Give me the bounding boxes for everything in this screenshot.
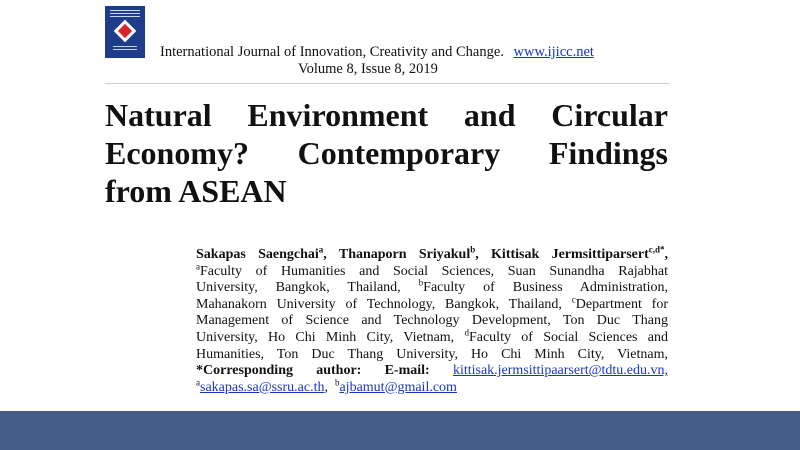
author-list: Sakapas Saengchai$^a$, Thanaporn Sriyakul$^b$, Kittisak Jermsittiparsert$^{c,d*}$, <box>196 244 669 262</box>
affil-text-3b: Department for <box>575 296 668 312</box>
journal-url-link[interactable]: www.ijicc.net <box>513 44 594 60</box>
affil-sup-a: a <box>196 260 200 271</box>
journal-logo <box>105 6 145 58</box>
paper-title <box>105 96 668 210</box>
author-1-sup: a <box>318 244 324 255</box>
author-1: Sakapas Saengchai <box>196 247 319 262</box>
corresponding-label: *Corresponding author: E-mail: <box>196 363 430 379</box>
volume-issue: Volume 8, Issue 8, 2019 <box>298 61 438 77</box>
email-line-2 <box>196 377 668 397</box>
affil-sup-c: c <box>571 294 576 305</box>
slide-footer-band <box>0 411 800 450</box>
logo-title-lines <box>110 10 140 19</box>
affil-text-2a: University, Bangkok, Thailand, <box>196 280 401 296</box>
title-line-1: Natural Environment and Circular <box>105 97 668 133</box>
corresponding-line <box>196 363 668 380</box>
affil-text-2b: Faculty of Business Administration, <box>423 280 668 296</box>
affiliation-line-1 <box>196 260 668 281</box>
affiliation-line-4: Management of Science and Technology Development, Ton Duc Thang <box>196 313 668 329</box>
journal-name: International Journal of Innovation, Creativity and Change. <box>160 44 504 60</box>
affil-sup-d: d <box>464 327 469 338</box>
author-3-sup: c,d* <box>648 244 665 255</box>
title-line-3: from ASEAN <box>105 173 287 209</box>
affil-text-5b: Faculty of Social Sciences and <box>468 329 668 345</box>
author-affiliation-block <box>196 244 669 396</box>
affiliation-line-2 <box>196 277 668 297</box>
email-link-2[interactable]: sakapas.sa@ssru.ac.th <box>200 379 325 395</box>
email-link-3[interactable]: ajbamut@gmail.com <box>339 379 457 395</box>
logo-footer-lines <box>113 46 137 52</box>
affil-text-1: Faculty of Humanities and Social Sciences, Suan Sunandha Rajabhat <box>200 263 668 279</box>
affil-text-5a: University, Ho Chi Minh City, Vietnam, <box>196 329 455 345</box>
affil-sup-b: b <box>418 277 424 288</box>
affiliation-line-5 <box>196 327 668 347</box>
email-separator: , <box>324 379 328 395</box>
email-sup-a: a <box>196 377 200 388</box>
affil-text-3a: Mahanakorn University of Technology, Bangkok, Thailand, <box>196 296 562 312</box>
author-2-sup: b <box>470 244 476 255</box>
email-link-1[interactable]: kittisak.jermsittipaarsert@tdtu.edu.vn, <box>452 363 669 379</box>
header-divider <box>105 83 670 84</box>
author-2: Thanaporn Sriyakul <box>338 247 471 262</box>
author-3: Kittisak Jermsittiparsert <box>491 247 649 262</box>
title-line-2: Economy? Contemporary Findings <box>105 135 668 171</box>
affiliation-line-6: Humanities, Ton Duc Thang University, Ho Chi Minh City, Vietnam, <box>196 346 668 362</box>
journal-header <box>160 44 594 61</box>
email-sup-b: b <box>334 377 340 388</box>
affiliation-line-3 <box>196 294 668 314</box>
